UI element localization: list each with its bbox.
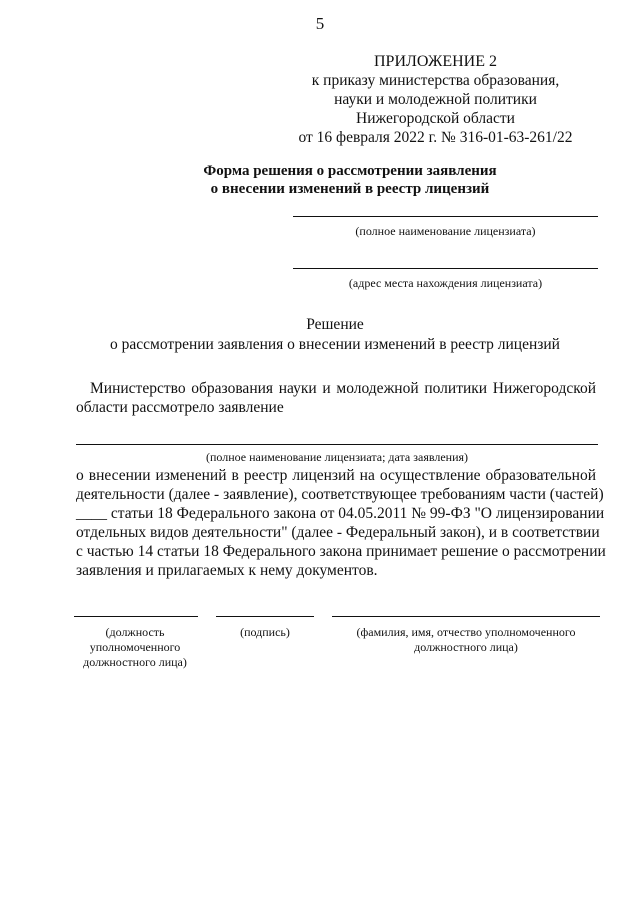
position-signature-line	[74, 616, 198, 617]
licensee-address-caption: (адрес места нахождения лицензиата)	[348, 276, 543, 290]
appendix-line-3: Нижегородской области	[356, 110, 515, 127]
intro-line-2: области рассмотрело заявление	[76, 399, 284, 416]
decision-heading	[0, 315, 640, 355]
appendix-line-2: науки и молодежной политики	[334, 91, 537, 108]
application-line	[76, 444, 598, 445]
position-caption-line-1: (должность	[105, 625, 165, 639]
fio-signature-line	[332, 616, 600, 617]
licensee-name-line	[293, 216, 598, 217]
appendix-line-1: к приказу министерства образования,	[311, 72, 560, 89]
licensee-name-caption: (полное наименование лицензиата)	[355, 224, 536, 238]
application-caption: (полное наименование лицензиата; дата заявления)	[205, 450, 469, 464]
body-paragraph	[76, 466, 606, 580]
position-caption	[60, 625, 210, 670]
page-number: 5	[315, 14, 325, 33]
fio-caption-line-1: (фамилия, имя, отчество уполномоченного	[356, 625, 576, 639]
body-line-3: ____ статьи 18 Федерального закона от 04.05.2011 № 99-ФЗ "О лицензировании	[76, 505, 605, 522]
fio-caption-line-2: должностного лица)	[414, 640, 518, 654]
signature-caption: (подпись)	[240, 625, 290, 639]
form-title-line-1: Форма решения о рассмотрении заявления	[203, 163, 497, 179]
position-caption-line-2: уполномоченного	[89, 640, 181, 654]
body-line-2: деятельности (далее - заявление), соответствующее требованиям части (частей)	[76, 486, 604, 503]
form-title-line-2: о внесении изменений в реестр лицензий	[210, 181, 490, 197]
appendix-title: ПРИЛОЖЕНИЕ 2	[373, 53, 497, 70]
signature-line	[216, 616, 314, 617]
intro-line-1: Министерство образования науки и молодежной политики Нижегородской	[90, 380, 596, 397]
body-line-6: заявления и прилагаемых к нему документов.	[76, 562, 378, 579]
fio-caption	[332, 625, 600, 655]
form-title	[150, 162, 550, 198]
appendix-line-4: от 16 февраля 2022 г. № 316-01-63-261/22	[298, 129, 573, 146]
body-line-1: о внесении изменений в реестр лицензий на осуществление образовательной	[76, 467, 596, 484]
decision-title: Решение	[306, 316, 364, 333]
licensee-address-line	[293, 268, 598, 269]
intro-paragraph	[76, 379, 596, 417]
body-line-4: отдельных видов деятельности" (далее - Федеральный закон), и в соответствии	[76, 524, 600, 541]
appendix-block	[280, 52, 591, 147]
decision-subtitle: о рассмотрении заявления о внесении изменений в реестр лицензий	[110, 336, 560, 353]
position-caption-line-3: должностного лица)	[83, 655, 187, 669]
body-line-5: с частью 14 статьи 18 Федерального закона принимает решение о рассмотрении	[76, 543, 606, 560]
